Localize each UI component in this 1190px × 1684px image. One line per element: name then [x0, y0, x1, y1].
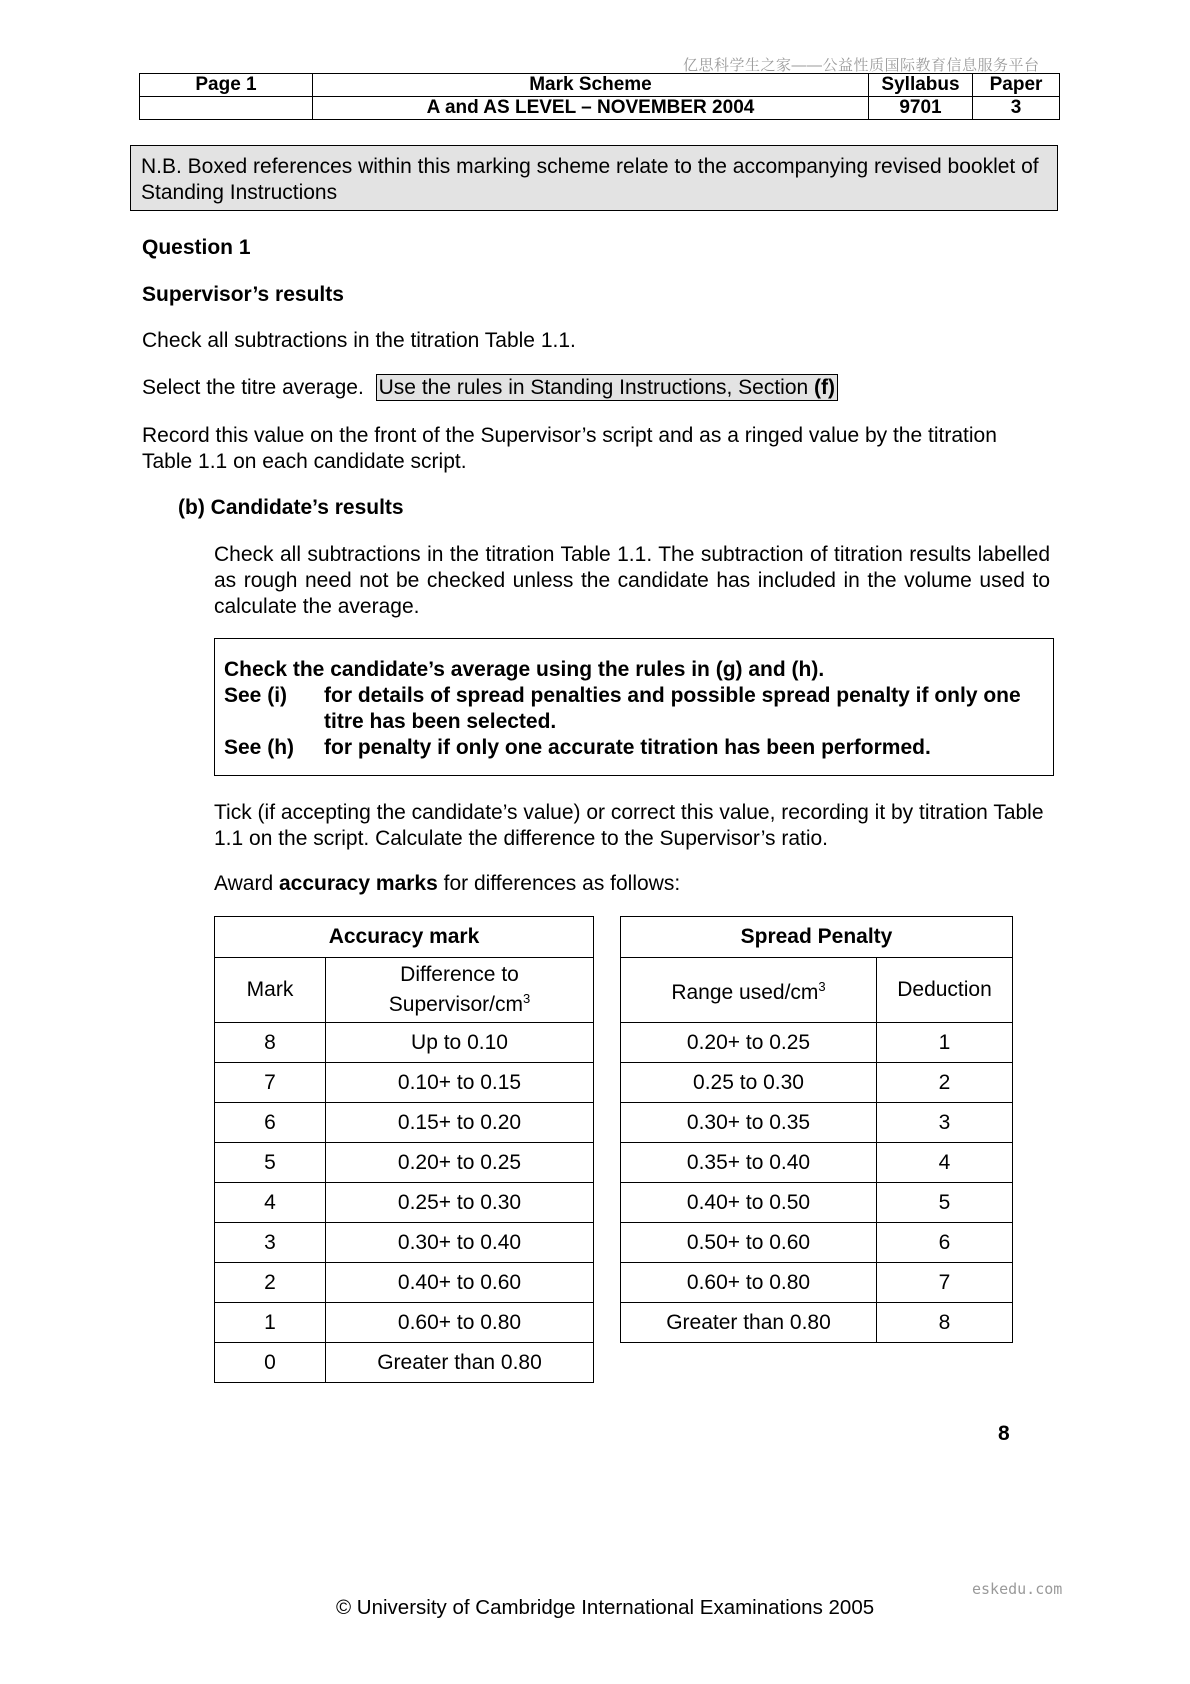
see-i-text: for details of spread penalties and possible spread penalty if only one titre has been selected. — [324, 684, 1021, 733]
spread-row — [621, 1263, 1013, 1303]
spread-cell: 2 — [877, 1063, 1013, 1103]
spread-cell: 7 — [877, 1263, 1013, 1303]
accuracy-cell: 6 — [215, 1103, 326, 1143]
accuracy-title: Accuracy mark — [215, 917, 594, 958]
accuracy-cell: 0.30+ to 0.40 — [326, 1223, 594, 1263]
footer-copyright: © University of Cambridge International Examinations 2005 — [336, 1596, 875, 1619]
supervisor-heading: Supervisor’s results — [142, 283, 344, 306]
page-number: 8 — [998, 1422, 1010, 1445]
accuracy-row — [215, 1303, 594, 1343]
award-post: for differences as follows: — [437, 872, 681, 895]
see-h-text: for penalty if only one accurate titration has been performed. — [324, 736, 931, 759]
spread-cell: 5 — [877, 1183, 1013, 1223]
spread-cell: 0.50+ to 0.60 — [621, 1223, 877, 1263]
accuracy-cell: 5 — [215, 1143, 326, 1183]
spread-cell: 0.60+ to 0.80 — [621, 1263, 877, 1303]
accuracy-row — [215, 1183, 594, 1223]
record-text: Record this value on the front of the Supervisor’s script and as a ringed value by the titration Table 1.1 on each candidate script. — [142, 424, 997, 473]
spread-row — [621, 1223, 1013, 1263]
rules-line1: Check the candidate’s average using the rules in (g) and (h). — [224, 658, 825, 681]
accuracy-row — [215, 1063, 594, 1103]
accuracy-cell: 0.40+ to 0.60 — [326, 1263, 594, 1303]
spread-col-range — [621, 958, 877, 1023]
spread-col-range-sup: 3 — [818, 979, 826, 994]
spread-col-deduction: Deduction — [877, 958, 1013, 1023]
ref-section: (f) — [814, 376, 836, 399]
spread-row — [621, 1063, 1013, 1103]
award-bold: accuracy marks — [278, 872, 438, 895]
accuracy-row — [215, 1343, 594, 1383]
accuracy-row — [215, 1223, 594, 1263]
header-paper: 3 — [973, 97, 1060, 120]
spread-row — [621, 1103, 1013, 1143]
spread-cell: 0.35+ to 0.40 — [621, 1143, 877, 1183]
spread-row — [621, 1183, 1013, 1223]
accuracy-cell: 2 — [215, 1263, 326, 1303]
header-syllabus: 9701 — [869, 97, 973, 120]
accuracy-cell: 8 — [215, 1023, 326, 1063]
spread-cell: 4 — [877, 1143, 1013, 1183]
header-page: Page 1 — [140, 74, 313, 97]
accuracy-col-unit: Supervisor/cm — [388, 993, 523, 1016]
accuracy-cell: Up to 0.10 — [326, 1023, 594, 1063]
header-syllabus-label: Syllabus — [869, 74, 973, 97]
header-table — [139, 73, 1060, 120]
spread-cell: 3 — [877, 1103, 1013, 1143]
candidate-heading: (b) Candidate’s results — [178, 496, 404, 519]
accuracy-col-difference-line2 — [326, 987, 593, 1017]
accuracy-cell: 1 — [215, 1303, 326, 1343]
header-title: Mark Scheme — [313, 74, 869, 97]
accuracy-table — [214, 916, 594, 1383]
spread-col-range-label: Range used/cm — [671, 981, 819, 1004]
accuracy-cell: 0.20+ to 0.25 — [326, 1143, 594, 1183]
see-i-key: See (i) — [224, 684, 288, 707]
accuracy-cell: 0.25+ to 0.30 — [326, 1183, 594, 1223]
spread-cell: 0.40+ to 0.50 — [621, 1183, 877, 1223]
nb-box: N.B. Boxed references within this marking scheme relate to the accompanying revised booklet of Standing Instructions — [130, 145, 1058, 211]
watermark-top: 亿思科学生之家——公益性质国际教育信息服务平台 — [683, 57, 1040, 74]
select-titre-text: Select the titre average. — [142, 376, 364, 399]
tick-text: Tick (if accepting the candidate’s value) or correct this value, recording it by titration Table 1.1 on the script. Calculate the difference to the Supervisor’s ratio. — [214, 801, 1044, 850]
spread-title: Spread Penalty — [621, 917, 1013, 958]
check-subtractions-text: Check all subtractions in the titration Table 1.1. — [142, 329, 576, 352]
accuracy-cell: 0.10+ to 0.15 — [326, 1063, 594, 1103]
accuracy-col-difference-line1: Difference to — [400, 963, 519, 986]
spread-penalty-table — [620, 916, 1013, 1343]
rules-see-i — [224, 683, 1044, 735]
spread-cell: 0.20+ to 0.25 — [621, 1023, 877, 1063]
standing-instructions-ref — [376, 374, 838, 401]
spread-cell: Greater than 0.80 — [621, 1303, 877, 1343]
spread-row — [621, 1303, 1013, 1343]
see-h-key: See (h) — [224, 736, 295, 759]
header-paper-label: Paper — [973, 74, 1060, 97]
accuracy-row — [215, 1103, 594, 1143]
spread-cell: 6 — [877, 1223, 1013, 1263]
accuracy-cell: 7 — [215, 1063, 326, 1103]
spread-row — [621, 1023, 1013, 1063]
accuracy-col-unit-sup: 3 — [522, 991, 531, 1006]
candidate-check-text: Check all subtractions in the titration Table 1.1. The subtraction of titration results labelled as rough need not be checked unless the candidate has included in the volume used to calculate the average. — [214, 543, 1050, 618]
award-text — [214, 872, 680, 896]
spread-row — [621, 1143, 1013, 1183]
spread-cell: 8 — [877, 1303, 1013, 1343]
spread-rows — [621, 1023, 1013, 1343]
accuracy-cell: 4 — [215, 1183, 326, 1223]
accuracy-cell: 3 — [215, 1223, 326, 1263]
award-pre: Award — [214, 872, 279, 895]
accuracy-cell: 0 — [215, 1343, 326, 1383]
ref-text: Use the rules in Standing Instructions, Section — [378, 376, 815, 399]
accuracy-rows — [215, 1023, 594, 1383]
rules-see-h — [224, 735, 1044, 761]
accuracy-col-difference — [326, 958, 594, 1023]
accuracy-row — [215, 1023, 594, 1063]
accuracy-row — [215, 1143, 594, 1183]
rules-box — [214, 638, 1054, 776]
accuracy-cell: 0.60+ to 0.80 — [326, 1303, 594, 1343]
accuracy-col-mark: Mark — [215, 958, 326, 1023]
question-heading: Question 1 — [142, 236, 251, 259]
accuracy-cell: 0.15+ to 0.20 — [326, 1103, 594, 1143]
spread-cell: 0.30+ to 0.35 — [621, 1103, 877, 1143]
spread-cell: 1 — [877, 1023, 1013, 1063]
spread-cell: 0.25 to 0.30 — [621, 1063, 877, 1103]
header-empty-cell — [140, 97, 313, 120]
select-titre-paragraph — [142, 376, 838, 400]
accuracy-row — [215, 1263, 594, 1303]
watermark-bottom: eskedu.com — [972, 1580, 1063, 1598]
header-subtitle: A and AS LEVEL – NOVEMBER 2004 — [313, 97, 869, 120]
accuracy-cell: Greater than 0.80 — [326, 1343, 594, 1383]
